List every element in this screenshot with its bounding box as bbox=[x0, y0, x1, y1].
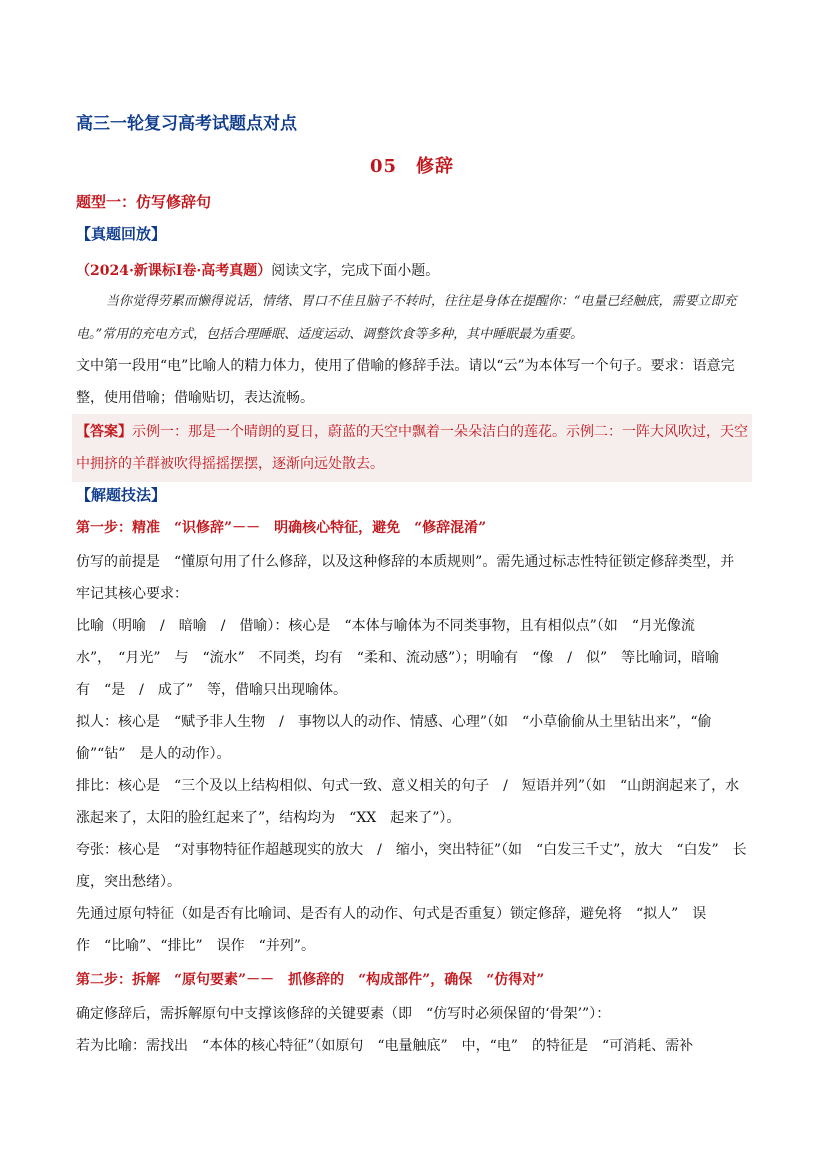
reading-passage: 当你觉得劳累而懒得说话，情绪、胃口不佳且脑子不转时，往往是身体在提醒你：“电量已经触底，需要立即充电。”常用的充电方式，包括合理睡眠、适度运动、调整饮食等多种，其中睡眠最为重要。 bbox=[76, 294, 737, 342]
parallelism-rule: 排比：核心是 “三个及以上结构相似、句式一致、意义相关的句子 / 短语并列”（如 “山朗润起来了，水涨起来了，太阳的脸红起来了”，结构均为 “XX 起来了”）。 bbox=[76, 778, 740, 826]
step2-metaphor: 若为比喻：需找出 “本体的核心特征”（如原句 “电量触底” 中，“电” 的特征是 “可消耗、需补 bbox=[76, 1038, 694, 1054]
main-title: 高三一轮复习高考试题点对点 bbox=[76, 114, 297, 134]
step2-intro: 确定修辞后，需拆解原句中支撑该修辞的关键要素（即 “仿写时必须保留的‘骨架’”）： bbox=[76, 1006, 611, 1022]
step1-intro: 仿写的前提是 “懂原句用了什么修辞，以及这种修辞的本质规则”。需先通过标志性特征锁定修辞类型，并牢记其核心要求： bbox=[76, 554, 735, 602]
step1-tail: 先通过原句特征（如是否有比喻词、是否有人的动作、句式是否重复）锁定修辞，避免将 “拟人” 误作 “比喻”、“排比” 误作 “并列”。 bbox=[76, 906, 707, 954]
hyperbole-rule: 夸张：核心是 “对事物特征作超越现实的放大 / 缩小，突出特征”（如 “白发三千丈”，放大 “白发” 长度，突出愁绪）。 bbox=[76, 842, 747, 890]
type-heading: 题型一：仿写修辞句 bbox=[76, 193, 212, 211]
chapter-title: 05 修辞 bbox=[369, 156, 455, 177]
source-text: 阅读文字，完成下面小题。 bbox=[271, 263, 440, 279]
source-tag: （2024·新课标Ⅰ卷·高考真题） bbox=[76, 263, 272, 279]
step1-heading: 第一步：精准 “识修辞”－－ 明确核心特征，避免 “修辞混淆” bbox=[76, 520, 487, 536]
section-real-exam: 【真题回放】 bbox=[76, 225, 167, 243]
answer-label: 【答案】 bbox=[76, 424, 132, 440]
step2-heading: 第二步：拆解 “原句要素”－－ 抓修辞的 “构成部件”，确保 “仿得对” bbox=[76, 972, 545, 988]
section-method: 【解题技法】 bbox=[76, 486, 167, 504]
answer-box bbox=[72, 414, 752, 482]
metaphor-rule: 比喻（明喻 / 暗喻 / 借喻）：核心是 “本体与喻体为不同类事物，且有相似点”（如 “月光像流水”， “月光” 与 “流水” 不同类，均有 “柔和、流动感”）；明喻有 “像 / 似” 等比喻词，暗喻有 “是 / 成了” 等，借喻只出现喻体。 bbox=[76, 618, 720, 698]
source-line bbox=[76, 255, 748, 287]
personification-rule: 拟人：核心是 “赋予非人生物 / 事物以人的动作、情感、心理”（如 “小草偷偷从土里钻出来”，“偷偷”“钻” 是人的动作）。 bbox=[76, 714, 712, 762]
answer-text: 示例一：那是一个晴朗的夏日，蔚蓝的天空中飘着一朵朵洁白的莲花。示例二：一阵大风吹过，天空中拥挤的羊群被吹得摇摇摆摆，逐渐向远处散去。 bbox=[76, 424, 748, 472]
question-text: 文中第一段用“电”比喻人的精力体力，使用了借喻的修辞手法。请以“云”为本体写一个句子。要求：语意完整，使用借喻；借喻贴切，表达流畅。 bbox=[76, 358, 735, 406]
